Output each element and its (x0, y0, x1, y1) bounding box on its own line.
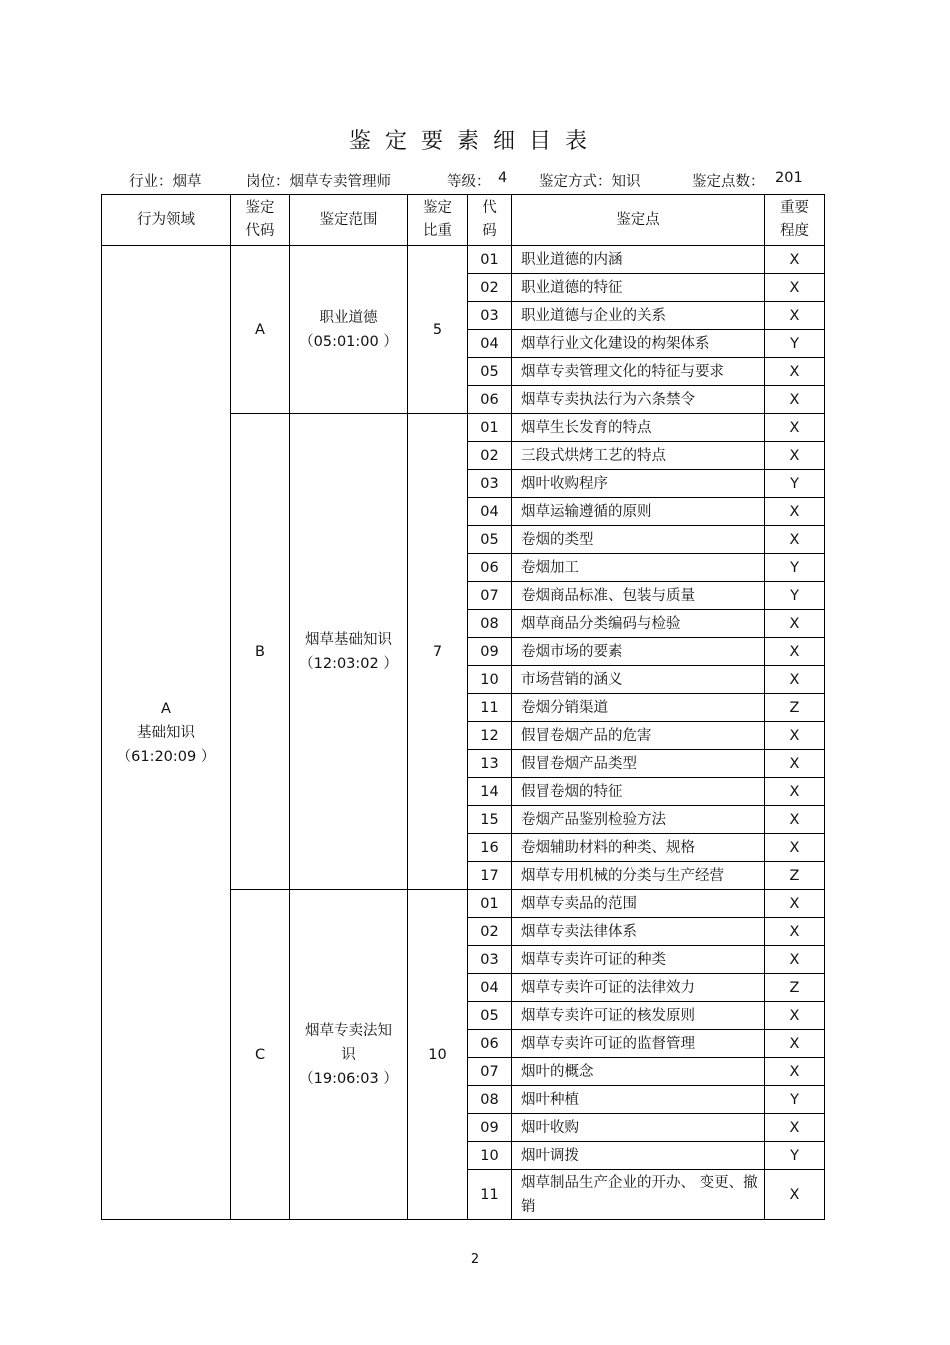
group-scope (290, 246, 408, 414)
point-text: 假冒卷烟的特征 (512, 778, 765, 806)
importance-level: X (765, 666, 825, 694)
domain-cell (102, 246, 231, 1220)
group-scope-line: （12:03:02 ） (299, 655, 398, 672)
point-code: 02 (468, 918, 512, 946)
header-importance-line1: 重要 (780, 200, 809, 216)
point-text: 烟草行业文化建设的构架体系 (512, 330, 765, 358)
importance-level: Y (765, 330, 825, 358)
point-code: 06 (468, 386, 512, 414)
header-weight (408, 195, 468, 246)
point-code: 07 (468, 582, 512, 610)
importance-level: X (765, 638, 825, 666)
importance-level: X (765, 442, 825, 470)
point-code: 05 (468, 358, 512, 386)
point-text: 烟草专卖许可证的法律效力 (512, 974, 765, 1002)
importance-level: X (765, 498, 825, 526)
importance-level: X (765, 274, 825, 302)
point-code: 11 (468, 694, 512, 722)
importance-level: X (765, 834, 825, 862)
point-code: 09 (468, 638, 512, 666)
group-scope-line: 烟草基础知识 (305, 631, 392, 648)
importance-level: X (765, 778, 825, 806)
group-code: A (231, 246, 290, 414)
importance-level: X (765, 386, 825, 414)
point-text: 卷烟产品鉴别检验方法 (512, 806, 765, 834)
level-value: 4 (498, 170, 508, 186)
importance-level: Y (765, 554, 825, 582)
domain-line3: （61:20:09 ） (116, 748, 216, 765)
group-scope-line: （05:01:00 ） (299, 333, 398, 350)
point-text: 假冒卷烟产品类型 (512, 750, 765, 778)
point-text: 卷烟辅助材料的种类、规格 (512, 834, 765, 862)
point-code: 01 (468, 890, 512, 918)
header-weight-line2: 比重 (423, 223, 452, 239)
point-text: 职业道德的特征 (512, 274, 765, 302)
point-code: 07 (468, 1058, 512, 1086)
point-code: 05 (468, 1002, 512, 1030)
header-code-line1: 鉴定 (245, 200, 275, 216)
point-text: 烟草专卖许可证的核发原则 (512, 1002, 765, 1030)
importance-level: X (765, 918, 825, 946)
group-scope (290, 890, 408, 1220)
group-scope-line: （19:06:03 ） (299, 1070, 398, 1087)
importance-level: Z (765, 974, 825, 1002)
importance-level: X (765, 1030, 825, 1058)
industry-field: 行业：烟草 (129, 174, 202, 190)
point-text: 卷烟市场的要素 (512, 638, 765, 666)
header-code-line2: 代码 (245, 223, 275, 239)
point-text: 烟草专卖法律体系 (512, 918, 765, 946)
point-code: 14 (468, 778, 512, 806)
domain-line1: A (161, 700, 171, 717)
point-text: 烟叶收购程序 (512, 470, 765, 498)
group-scope-line: 识 (341, 1046, 356, 1063)
document-title: 鉴定要素细目表 (348, 129, 601, 154)
point-text: 假冒卷烟产品的危害 (512, 722, 765, 750)
page-number: 2 (470, 1252, 480, 1267)
table-row (102, 246, 825, 274)
point-text: 烟草专卖品的范围 (512, 890, 765, 918)
point-code: 11 (468, 1170, 512, 1220)
importance-level: X (765, 246, 825, 274)
point-code: 03 (468, 946, 512, 974)
group-weight: 10 (408, 890, 468, 1220)
point-text: 市场营销的涵义 (512, 666, 765, 694)
header-importance (765, 195, 825, 246)
point-text: 烟草专用机械的分类与生产经营 (512, 862, 765, 890)
points-value: 201 (775, 170, 803, 186)
point-text: 烟叶的概念 (512, 1058, 765, 1086)
importance-level: Z (765, 694, 825, 722)
point-code: 06 (468, 1030, 512, 1058)
group-scope-line: 职业道德 (319, 309, 378, 326)
importance-level: X (765, 526, 825, 554)
group-scope (290, 414, 408, 890)
group-code: C (231, 890, 290, 1220)
importance-level: X (765, 302, 825, 330)
point-text: 职业道德与企业的关系 (512, 302, 765, 330)
header-point-code-line2: 码 (482, 223, 497, 239)
point-code: 03 (468, 470, 512, 498)
point-code: 04 (468, 330, 512, 358)
point-text: 卷烟商品标准、包装与质量 (512, 582, 765, 610)
point-code: 10 (468, 1142, 512, 1170)
point-code: 12 (468, 722, 512, 750)
point-code: 01 (468, 246, 512, 274)
point-code: 02 (468, 274, 512, 302)
group-weight: 5 (408, 246, 468, 414)
point-text: 烟叶种植 (512, 1086, 765, 1114)
importance-level: X (765, 722, 825, 750)
point-text: 三段式烘烤工艺的特点 (512, 442, 765, 470)
header-scope: 鉴定范围 (290, 195, 408, 246)
point-text: 卷烟的类型 (512, 526, 765, 554)
point-text: 烟草商品分类编码与检验 (512, 610, 765, 638)
point-code: 01 (468, 414, 512, 442)
level-label: 等级： (447, 174, 491, 190)
appraisal-elements-table (101, 194, 825, 1220)
importance-level: Y (765, 582, 825, 610)
post-field: 岗位：烟草专卖管理师 (246, 174, 391, 190)
importance-level: X (765, 1170, 825, 1220)
points-label: 鉴定点数： (692, 174, 765, 190)
importance-level: X (765, 358, 825, 386)
header-point-code-line1: 代 (482, 200, 497, 216)
point-text: 烟草专卖许可证的监督管理 (512, 1030, 765, 1058)
point-code: 08 (468, 610, 512, 638)
group-code: B (231, 414, 290, 890)
importance-level: X (765, 1058, 825, 1086)
header-point-code (468, 195, 512, 246)
point-code: 15 (468, 806, 512, 834)
point-text: 烟草专卖执法行为六条禁令 (512, 386, 765, 414)
table-body (102, 246, 825, 1220)
importance-level: X (765, 750, 825, 778)
importance-level: Y (765, 1086, 825, 1114)
header-importance-line2: 程度 (780, 223, 809, 239)
importance-level: X (765, 414, 825, 442)
importance-level: Y (765, 1142, 825, 1170)
group-scope-line: 烟草专卖法知 (305, 1022, 392, 1039)
point-code: 10 (468, 666, 512, 694)
importance-level: X (765, 946, 825, 974)
header-weight-line1: 鉴定 (423, 200, 452, 216)
point-text: 烟叶调拨 (512, 1142, 765, 1170)
importance-level: X (765, 1114, 825, 1142)
importance-level: X (765, 1002, 825, 1030)
importance-level: X (765, 806, 825, 834)
point-code: 04 (468, 498, 512, 526)
point-code: 03 (468, 302, 512, 330)
point-text: 烟草生长发育的特点 (512, 414, 765, 442)
header-point: 鉴定点 (512, 195, 765, 246)
header-code (231, 195, 290, 246)
importance-level: Z (765, 862, 825, 890)
point-text: 卷烟加工 (512, 554, 765, 582)
point-text: 烟草专卖管理文化的特征与要求 (512, 358, 765, 386)
domain-line2: 基础知识 (137, 724, 195, 741)
header-domain: 行为领域 (102, 195, 231, 246)
point-text: 烟草制品生产企业的开办、 变更、撤销 (512, 1170, 765, 1220)
point-code: 08 (468, 1086, 512, 1114)
point-code: 04 (468, 974, 512, 1002)
importance-level: Y (765, 470, 825, 498)
point-code: 17 (468, 862, 512, 890)
importance-level: X (765, 890, 825, 918)
point-code: 09 (468, 1114, 512, 1142)
point-code: 13 (468, 750, 512, 778)
method-field: 鉴定方式：知识 (539, 174, 641, 190)
importance-level: X (765, 610, 825, 638)
group-weight: 7 (408, 414, 468, 890)
point-code: 05 (468, 526, 512, 554)
point-text: 烟草专卖许可证的种类 (512, 946, 765, 974)
point-text: 职业道德的内涵 (512, 246, 765, 274)
point-code: 06 (468, 554, 512, 582)
point-code: 16 (468, 834, 512, 862)
point-text: 烟草运输遵循的原则 (512, 498, 765, 526)
point-text: 卷烟分销渠道 (512, 694, 765, 722)
point-text: 烟叶收购 (512, 1114, 765, 1142)
point-code: 02 (468, 442, 512, 470)
table-header-row (102, 195, 825, 246)
